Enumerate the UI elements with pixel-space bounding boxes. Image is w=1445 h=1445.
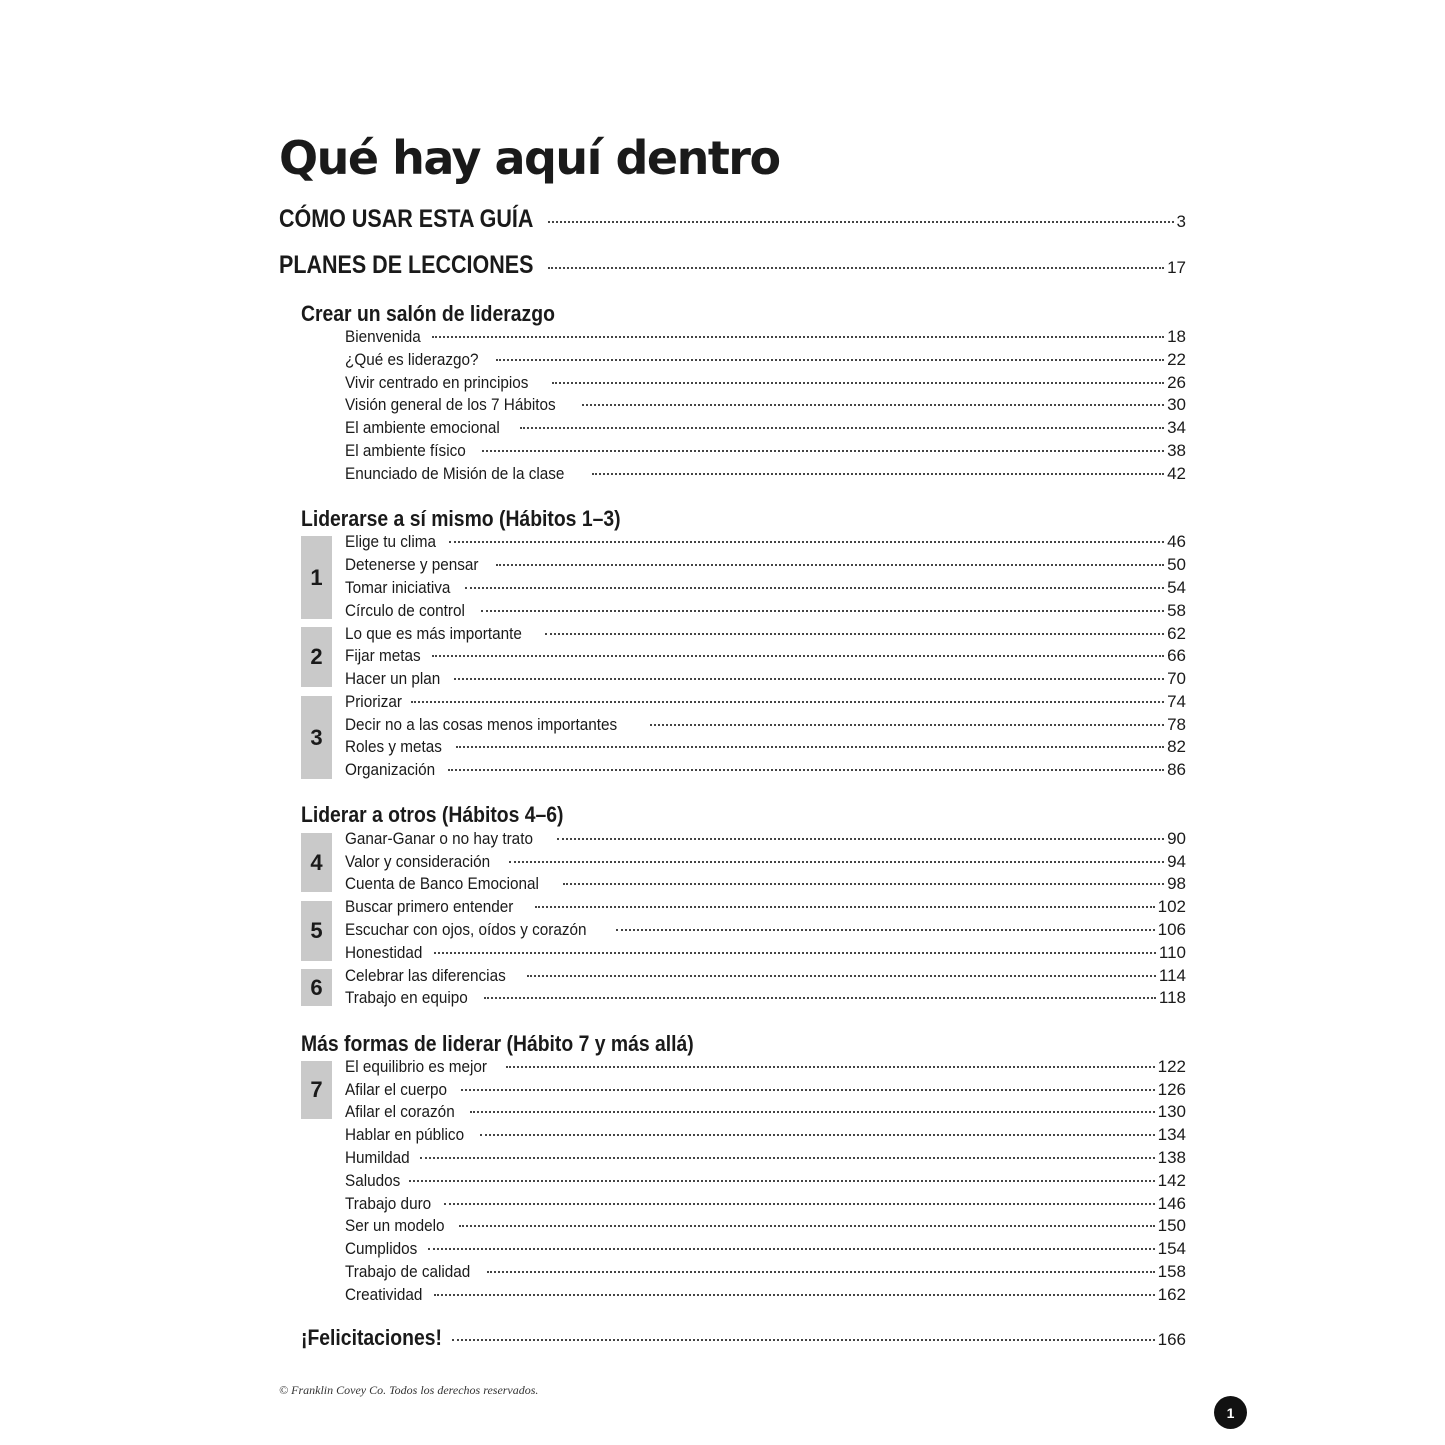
toc-item-page: 106: [1157, 920, 1186, 939]
toc-item-label: ¿Qué es liderazgo?: [345, 350, 479, 369]
toc-item-page: 94: [1167, 852, 1186, 871]
toc-entry-label: ¡Felicitaciones!: [301, 1325, 442, 1350]
dot-leader: [487, 1271, 1154, 1273]
toc-item[interactable]: [345, 441, 1186, 464]
toc-item[interactable]: [345, 920, 1186, 943]
toc-entry-planes[interactable]: [279, 251, 1186, 285]
toc-item-label: Enunciado de Misión de la clase: [345, 464, 565, 483]
dot-leader: [420, 1157, 1155, 1159]
toc-item[interactable]: [345, 1080, 1186, 1103]
toc-item[interactable]: [345, 1125, 1186, 1148]
toc-item-page: 38: [1167, 441, 1186, 460]
toc-item[interactable]: [345, 1216, 1186, 1239]
dot-leader: [506, 1066, 1155, 1068]
toc-item[interactable]: [345, 1285, 1186, 1308]
dot-leader: [432, 655, 1164, 657]
dot-leader: [552, 382, 1164, 384]
toc-item[interactable]: [345, 1171, 1186, 1194]
toc-item[interactable]: [345, 373, 1186, 396]
toc-item[interactable]: [345, 874, 1186, 897]
toc-item[interactable]: [345, 350, 1186, 373]
toc-item-label: Trabajo duro: [345, 1194, 432, 1213]
dot-leader: [482, 450, 1164, 452]
habit-number-box: 4: [301, 833, 332, 892]
toc-item-label: Priorizar: [345, 692, 402, 711]
page-title: Qué hay aquí dentro: [279, 131, 780, 185]
dot-leader: [509, 861, 1164, 863]
toc-item-label: Hablar en público: [345, 1125, 465, 1144]
toc-item[interactable]: [345, 829, 1186, 852]
toc-item-page: 18: [1167, 327, 1186, 346]
toc-item[interactable]: [345, 988, 1186, 1011]
toc-item-label: Organización: [345, 760, 436, 779]
habit-number-box: 1: [301, 536, 332, 619]
dot-leader: [409, 1180, 1154, 1182]
toc-entry-label: PLANES DE LECCIONES: [279, 251, 534, 279]
dot-leader: [592, 473, 1164, 475]
dot-leader: [448, 769, 1164, 771]
copyright-footer: © Franklin Covey Co. Todos los derechos reservados.: [279, 1383, 539, 1397]
toc-item-label: Decir no a las cosas menos importantes: [345, 715, 618, 734]
habit-number-box: 7: [301, 1061, 332, 1119]
toc-item-page: 86: [1167, 760, 1186, 779]
dot-leader: [452, 1339, 1154, 1341]
toc-item-label: Afilar el corazón: [345, 1102, 455, 1121]
toc-entry-como-usar[interactable]: [279, 205, 1186, 239]
toc-item-page: 30: [1167, 395, 1186, 414]
dot-leader: [470, 1111, 1155, 1113]
toc-item-page: 90: [1167, 829, 1186, 848]
toc-item-label: Ganar-Ganar o no hay trato: [345, 829, 533, 848]
dot-leader: [496, 359, 1164, 361]
toc-item-page: 42: [1167, 464, 1186, 483]
toc-item-page: 158: [1157, 1262, 1186, 1281]
toc-item-label: Bienvenida: [345, 327, 421, 346]
toc-item[interactable]: [345, 418, 1186, 441]
toc-item-page: 66: [1167, 646, 1186, 665]
toc-item[interactable]: [345, 395, 1186, 418]
toc-item-label: Roles y metas: [345, 737, 442, 756]
toc-item-page: 114: [1158, 966, 1186, 985]
toc-item[interactable]: [345, 715, 1186, 738]
toc-item[interactable]: [345, 532, 1186, 555]
toc-item-page: 118: [1158, 988, 1186, 1007]
toc-item-label: Círculo de control: [345, 601, 465, 620]
toc-item-page: 78: [1167, 715, 1186, 734]
toc-item-label: Ser un modelo: [345, 1216, 445, 1235]
toc-item-label: Humildad: [345, 1148, 410, 1167]
toc-item-page: 146: [1157, 1194, 1186, 1213]
toc-item-page: 126: [1157, 1080, 1186, 1099]
toc-item[interactable]: [345, 464, 1186, 487]
dot-leader: [545, 633, 1165, 635]
dot-leader: [434, 952, 1156, 954]
dot-leader: [496, 564, 1164, 566]
toc-item-page: 102: [1157, 897, 1186, 916]
toc-item-label: Valor y consideración: [345, 852, 491, 871]
dot-leader: [428, 1248, 1154, 1250]
toc-item-label: Cumplidos: [345, 1239, 418, 1258]
toc-entry-label: CÓMO USAR ESTA GUÍA: [279, 205, 534, 233]
toc-entry-page: 17: [1167, 258, 1186, 277]
toc-item-page: 138: [1157, 1148, 1186, 1167]
toc-item-page: 70: [1167, 669, 1186, 688]
section-title-liderarse: Liderarse a sí mismo (Hábitos 1–3): [301, 506, 621, 531]
dot-leader: [481, 610, 1164, 612]
toc-item[interactable]: [345, 1102, 1186, 1125]
toc-item[interactable]: [345, 692, 1186, 715]
dot-leader: [449, 541, 1164, 543]
toc-item-page: 134: [1157, 1125, 1186, 1144]
page-number-badge: 1: [1214, 1396, 1247, 1429]
toc-entry-felicitaciones[interactable]: [301, 1325, 1186, 1355]
toc-item-label: Fijar metas: [345, 646, 421, 665]
toc-item[interactable]: [345, 327, 1186, 350]
toc-item-page: 58: [1167, 601, 1186, 620]
toc-item-label: El ambiente físico: [345, 441, 466, 460]
toc-entry-page: 3: [1176, 212, 1186, 231]
habit-number-box: 6: [301, 969, 332, 1006]
habit-number-box: 2: [301, 627, 332, 687]
dot-leader: [535, 906, 1155, 908]
dot-leader: [459, 1225, 1155, 1227]
dot-leader: [527, 975, 1156, 977]
toc-item[interactable]: [345, 1148, 1186, 1171]
toc-item[interactable]: [345, 1262, 1186, 1285]
toc-item-page: 82: [1167, 737, 1186, 756]
toc-item[interactable]: [345, 897, 1186, 920]
section-title-liderar-otros: Liderar a otros (Hábitos 4–6): [301, 802, 564, 827]
toc-item[interactable]: [345, 737, 1186, 760]
dot-leader: [434, 1294, 1155, 1296]
toc-item-page: 74: [1167, 692, 1186, 711]
dot-leader: [432, 336, 1164, 338]
toc-item-label: El ambiente emocional: [345, 418, 500, 437]
dot-leader: [465, 587, 1164, 589]
toc-item[interactable]: [345, 624, 1186, 647]
habit-number-box: 3: [301, 696, 332, 779]
toc-item-page: 98: [1167, 874, 1186, 893]
toc-item[interactable]: [345, 669, 1186, 692]
toc-item-label: Tomar iniciativa: [345, 578, 451, 597]
toc-item-label: Hacer un plan: [345, 669, 441, 688]
toc-item-label: Cuenta de Banco Emocional: [345, 874, 539, 893]
toc-item-page: 46: [1167, 532, 1186, 551]
toc-item-label: Trabajo en equipo: [345, 988, 468, 1007]
toc-item-label: Buscar primero entender: [345, 897, 514, 916]
toc-item[interactable]: [345, 943, 1186, 966]
dot-leader: [616, 929, 1154, 931]
toc-item-label: El equilibrio es mejor: [345, 1057, 488, 1076]
toc-item-label: Visión general de los 7 Hábitos: [345, 395, 556, 414]
toc-item-label: Afilar el cuerpo: [345, 1080, 448, 1099]
toc-item-label: Saludos: [345, 1171, 401, 1190]
toc-item-label: Elige tu clima: [345, 532, 436, 551]
toc-item-label: Vivir centrado en principios: [345, 373, 529, 392]
toc-item-page: 22: [1167, 350, 1186, 369]
dot-leader: [456, 746, 1164, 748]
toc-item-page: 26: [1167, 373, 1186, 392]
toc-item[interactable]: [345, 1057, 1186, 1080]
toc-item-label: Trabajo de calidad: [345, 1262, 471, 1281]
dot-leader: [480, 1134, 1154, 1136]
toc-item[interactable]: [345, 852, 1186, 875]
toc-item-label: Escuchar con ojos, oídos y corazón: [345, 920, 587, 939]
toc-item-page: 142: [1157, 1171, 1186, 1190]
toc-item-page: 122: [1157, 1057, 1186, 1076]
toc-item-page: 162: [1157, 1285, 1186, 1304]
toc-entry-page: 166: [1157, 1330, 1186, 1349]
toc-item[interactable]: [345, 966, 1186, 989]
toc-item-page: 150: [1157, 1216, 1186, 1235]
toc-item-label: Detenerse y pensar: [345, 555, 479, 574]
toc-item-page: 62: [1167, 624, 1186, 643]
dot-leader: [444, 1203, 1155, 1205]
toc-item[interactable]: [345, 646, 1186, 669]
toc-item[interactable]: [345, 760, 1186, 783]
dot-leader: [461, 1089, 1154, 1091]
toc-item[interactable]: [345, 1239, 1186, 1262]
toc-item-page: 154: [1157, 1239, 1186, 1258]
toc-item-label: Celebrar las diferencias: [345, 966, 506, 985]
toc-item-page: 54: [1167, 578, 1186, 597]
dot-leader: [484, 997, 1155, 999]
dot-leader: [548, 267, 1164, 269]
dot-leader: [548, 221, 1174, 223]
habit-number-box: 5: [301, 901, 332, 961]
toc-item-label: Honestidad: [345, 943, 423, 962]
toc-item[interactable]: [345, 601, 1186, 624]
toc-item[interactable]: [345, 555, 1186, 578]
toc-item-page: 110: [1158, 943, 1186, 962]
toc-item[interactable]: [345, 1194, 1186, 1217]
dot-leader: [557, 838, 1164, 840]
dot-leader: [411, 701, 1164, 703]
toc-item-page: 34: [1167, 418, 1186, 437]
section-title-mas-formas: Más formas de liderar (Hábito 7 y más allá): [301, 1031, 694, 1056]
toc-item-page: 50: [1167, 555, 1186, 574]
toc-item-label: Creatividad: [345, 1285, 423, 1304]
toc-item-page: 130: [1157, 1102, 1186, 1121]
section-title-crear: Crear un salón de liderazgo: [301, 301, 555, 326]
dot-leader: [582, 404, 1164, 406]
toc-item-label: Lo que es más importante: [345, 624, 522, 643]
toc-item[interactable]: [345, 578, 1186, 601]
dot-leader: [563, 883, 1164, 885]
dot-leader: [520, 427, 1164, 429]
dot-leader: [650, 724, 1164, 726]
dot-leader: [454, 678, 1164, 680]
